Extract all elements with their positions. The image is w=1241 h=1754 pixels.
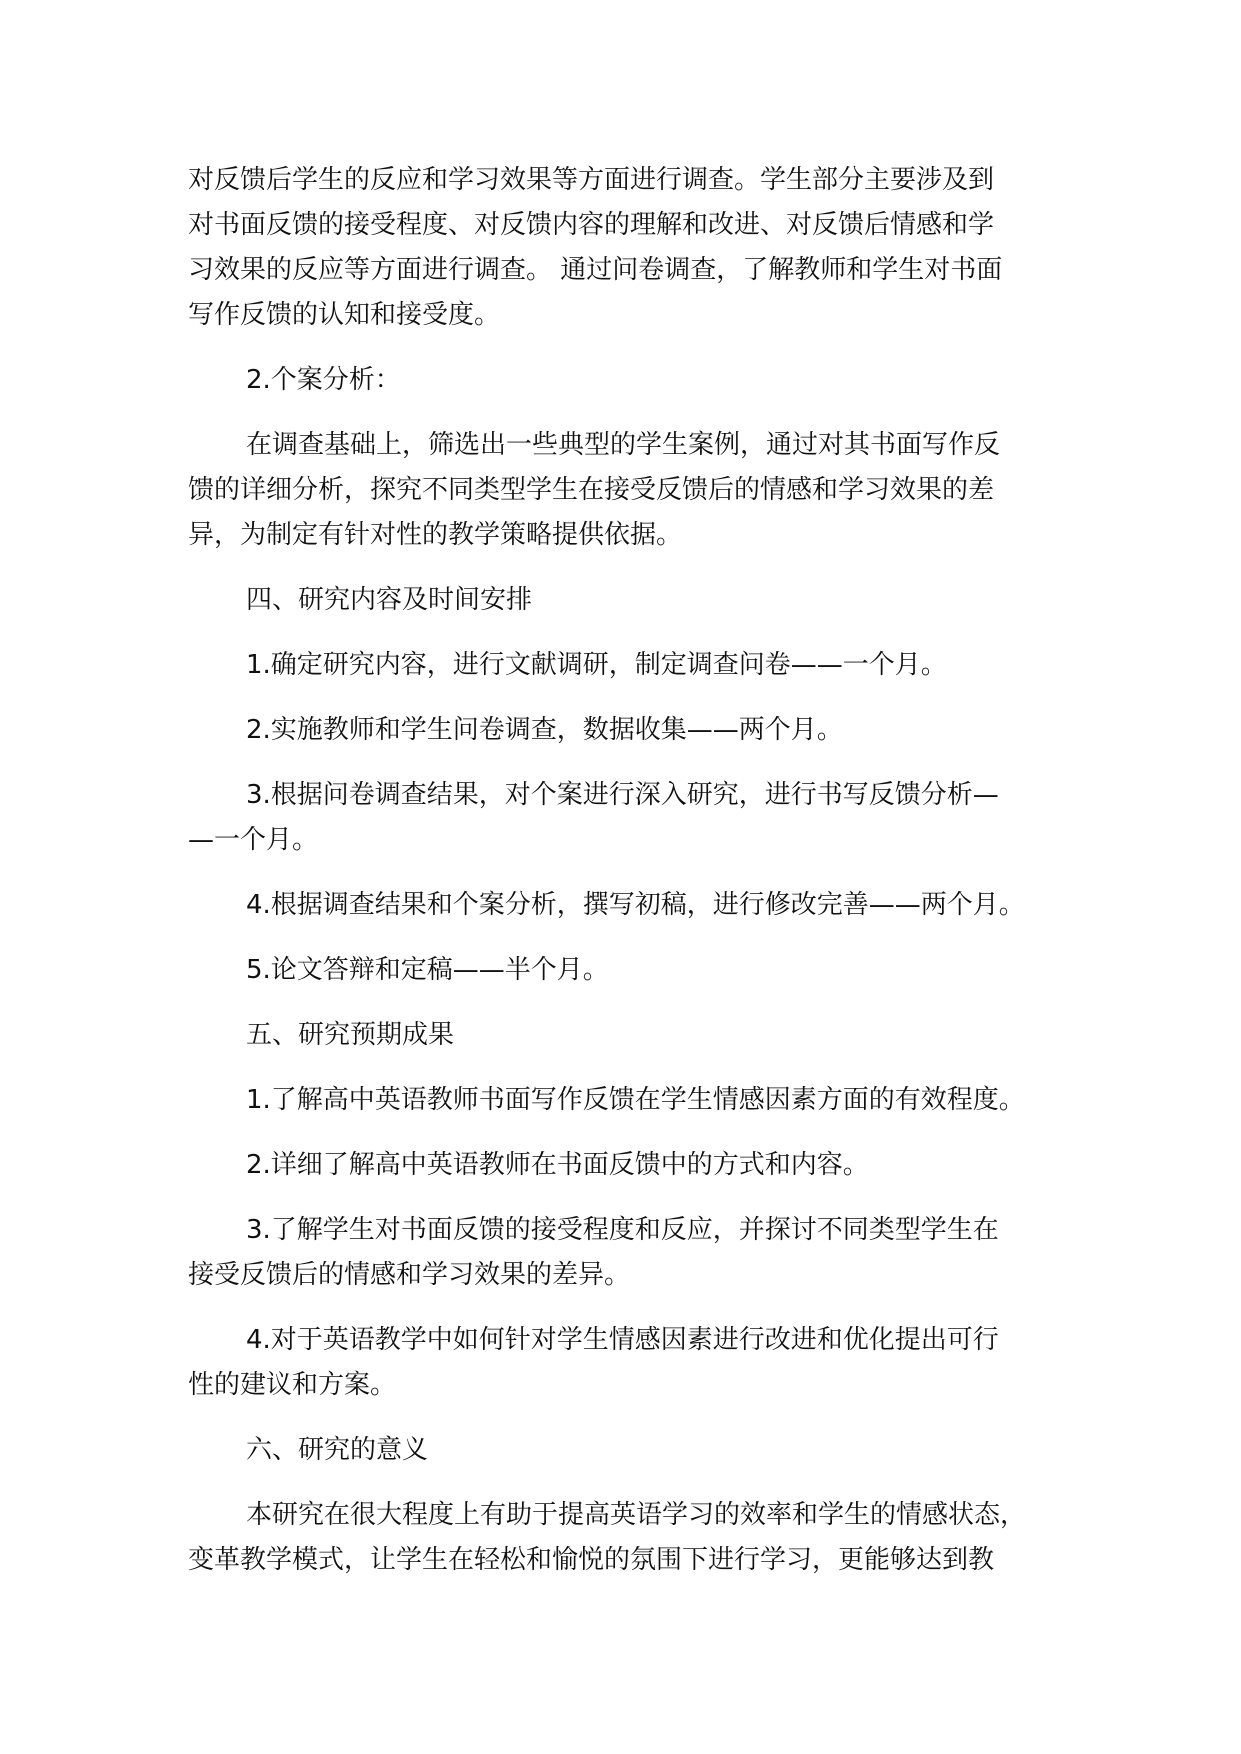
text-line: 2.详细了解高中英语教师在书面反馈中的方式和内容。 [246,1150,869,1180]
paragraph-survey-content [188,158,1068,338]
text-line: 1.确定研究内容，进行文献调研，制定调查问卷——一个月。 [246,650,947,680]
outcome-item [188,1318,1068,1408]
section-heading-expected-outcomes [188,1013,1068,1058]
text-line: 1.了解高中英语教师书面写作反馈在学生情感因素方面的有效程度。 [246,1085,1025,1115]
text-line: 写作反馈的认知和接受度。 [188,300,501,330]
text-line: 4.根据调查结果和个案分析，撰写初稿，进行修改完善——两个月。 [246,890,1025,920]
schedule-item [188,643,1068,688]
document-body [188,158,1068,1583]
text-line: 六、研究的意义 [246,1435,429,1465]
text-line: 对书面反馈的接受程度、对反馈内容的理解和改进、对反馈后情感和学 [188,210,995,240]
text-line: 接受反馈后的情感和学习效果的差异。 [188,1260,631,1290]
schedule-item [188,948,1068,993]
paragraph-significance [188,1493,1068,1583]
schedule-item [188,773,1068,863]
text-line: 2.个案分析： [246,365,401,395]
text-line: 习效果的反应等方面进行调查。 通过问卷调查，了解教师和学生对书面 [188,255,1003,285]
text-line: 对反馈后学生的反应和学习效果等方面进行调查。学生部分主要涉及到 [188,165,995,195]
text-line: 异，为制定有针对性的教学策略提供依据。 [188,520,683,550]
section-heading-significance [188,1428,1068,1473]
text-line: 馈的详细分析，探究不同类型学生在接受反馈后的情感和学习效果的差 [188,475,995,505]
outcome-item [188,1078,1068,1123]
schedule-item [188,883,1068,928]
schedule-item [188,708,1068,753]
text-line: 性的建议和方案。 [188,1370,397,1400]
text-line: 变革教学模式，让学生在轻松和愉悦的氛围下进行学习，更能够达到教 [188,1545,995,1575]
outcome-item [188,1208,1068,1298]
paragraph-case-analysis [188,423,1068,558]
outcome-item [188,1143,1068,1188]
text-line: 3.根据问卷调查结果，对个案进行深入研究，进行书写反馈分析— [246,780,999,810]
text-line: —一个月。 [188,825,319,855]
text-line: 4.对于英语教学中如何针对学生情感因素进行改进和优化提出可行 [246,1325,999,1355]
text-line: 五、研究预期成果 [246,1020,455,1050]
text-line: 5.论文答辩和定稿——半个月。 [246,955,609,985]
text-line: 四、研究内容及时间安排 [246,585,533,615]
section-heading-schedule [188,578,1068,623]
text-line: 本研究在很大程度上有助于提高英语学习的效率和学生的情感状态， [246,1500,1027,1530]
text-line: 在调查基础上，筛选出一些典型的学生案例，通过对其书面写作反 [246,430,1001,460]
text-line: 2.实施教师和学生问卷调查，数据收集——两个月。 [246,715,843,745]
text-line: 3.了解学生对书面反馈的接受程度和反应，并探讨不同类型学生在 [246,1215,999,1245]
subheading-case-analysis [188,358,1068,403]
